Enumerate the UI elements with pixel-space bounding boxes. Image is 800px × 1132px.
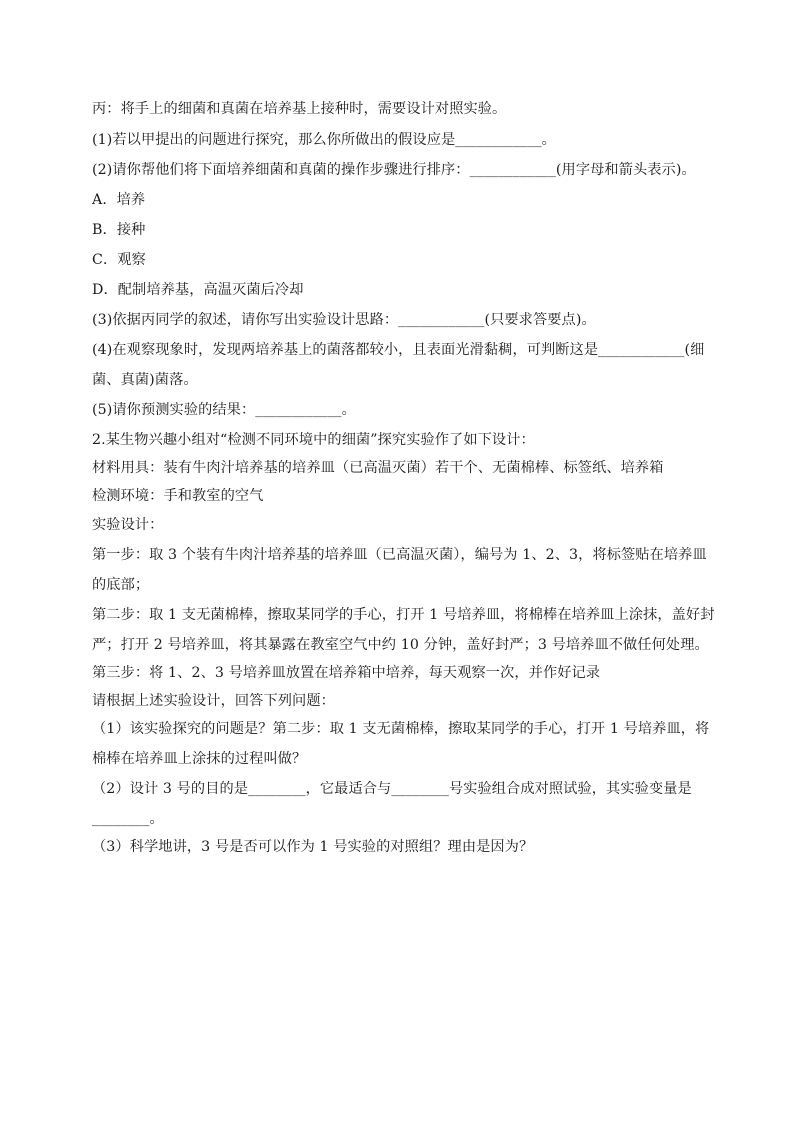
step-3: 第三步：将 1、2、3 号培养皿放置在培养箱中培养，每天观察一次，并作好记录 (92, 665, 601, 681)
instructions: 请根据上述实验设计，回答下列问题： (92, 693, 335, 709)
question-4-cont: 菌、真菌)菌落。 (92, 372, 198, 388)
design-heading: 实验设计： (92, 517, 164, 533)
step-1: 第一步：取 3 个装有牛肉汁培养基的培养皿（已高温灭菌），编号为 1、2、3，将标签贴在培养皿 (92, 547, 707, 563)
sub-question-1: （1）该实验探究的问题是？第二步：取 1 支无菌棉棒，擦取某同学的手心，打开 1 号培养皿，将 (92, 721, 710, 737)
materials: 材料用具：装有牛肉汁培养基的培养皿（已高温灭菌）若干个、无菌棉棒、标签纸、培养箱 (92, 460, 664, 476)
sub-question-2-cont: ________。 (92, 811, 164, 827)
step-1-cont: 的底部； (92, 577, 150, 593)
option-a: A．培养 (92, 192, 146, 208)
sub-question-1-cont: 棉棒在培养皿上涂抹的过程叫做？ (92, 751, 307, 767)
sub-question-2: （2）设计 3 号的目的是________，它最适合与________号实验组合成对照试验，其实验变量是 (92, 781, 692, 797)
option-d: D．配制培养基，高温灭菌后冷却 (92, 282, 304, 298)
sub-question-3: （3）科学地讲，3 号是否可以作为 1 号实验的对照组？理由是因为？ (92, 839, 534, 855)
step-2: 第二步：取 1 支无菌棉棒，擦取某同学的手心，打开 1 号培养皿，将棉棒在培养皿上涂抹，盖好封 (92, 607, 715, 623)
question-4: (4)在观察现象时，发现两培养基上的菌落都较小，且表面光滑黏稠，可判断这是____________(细 (92, 342, 705, 358)
question-3: (3)依据丙同学的叙述，请你写出实验设计思路：____________(只要求答要点)。 (92, 312, 596, 328)
step-2-cont: 严；打开 2 号培养皿，将其暴露在教室空气中约 10 分钟，盖好封严；3 号培养皿不做任何处理。 (92, 637, 709, 653)
option-b: B．接种 (92, 222, 146, 238)
question-2: (2)请你帮他们将下面培养细菌和真菌的操作步骤进行排序：____________(用字母和箭头表示)。 (92, 162, 696, 178)
problem-2-intro: 2.某生物兴趣小组对“检测不同环境中的细菌”探究实验作了如下设计： (92, 432, 535, 448)
text-line: 丙：将手上的细菌和真菌在培养基上接种时，需要设计对照实验。 (92, 101, 507, 117)
question-5: (5)请你预测实验的结果：____________。 (92, 402, 356, 418)
question-1: (1)若以甲提出的问题进行探究，那么你所做出的假设应是____________。 (92, 132, 556, 148)
test-environment: 检测环境：手和教室的空气 (92, 488, 264, 504)
option-c: C．观察 (92, 252, 146, 268)
